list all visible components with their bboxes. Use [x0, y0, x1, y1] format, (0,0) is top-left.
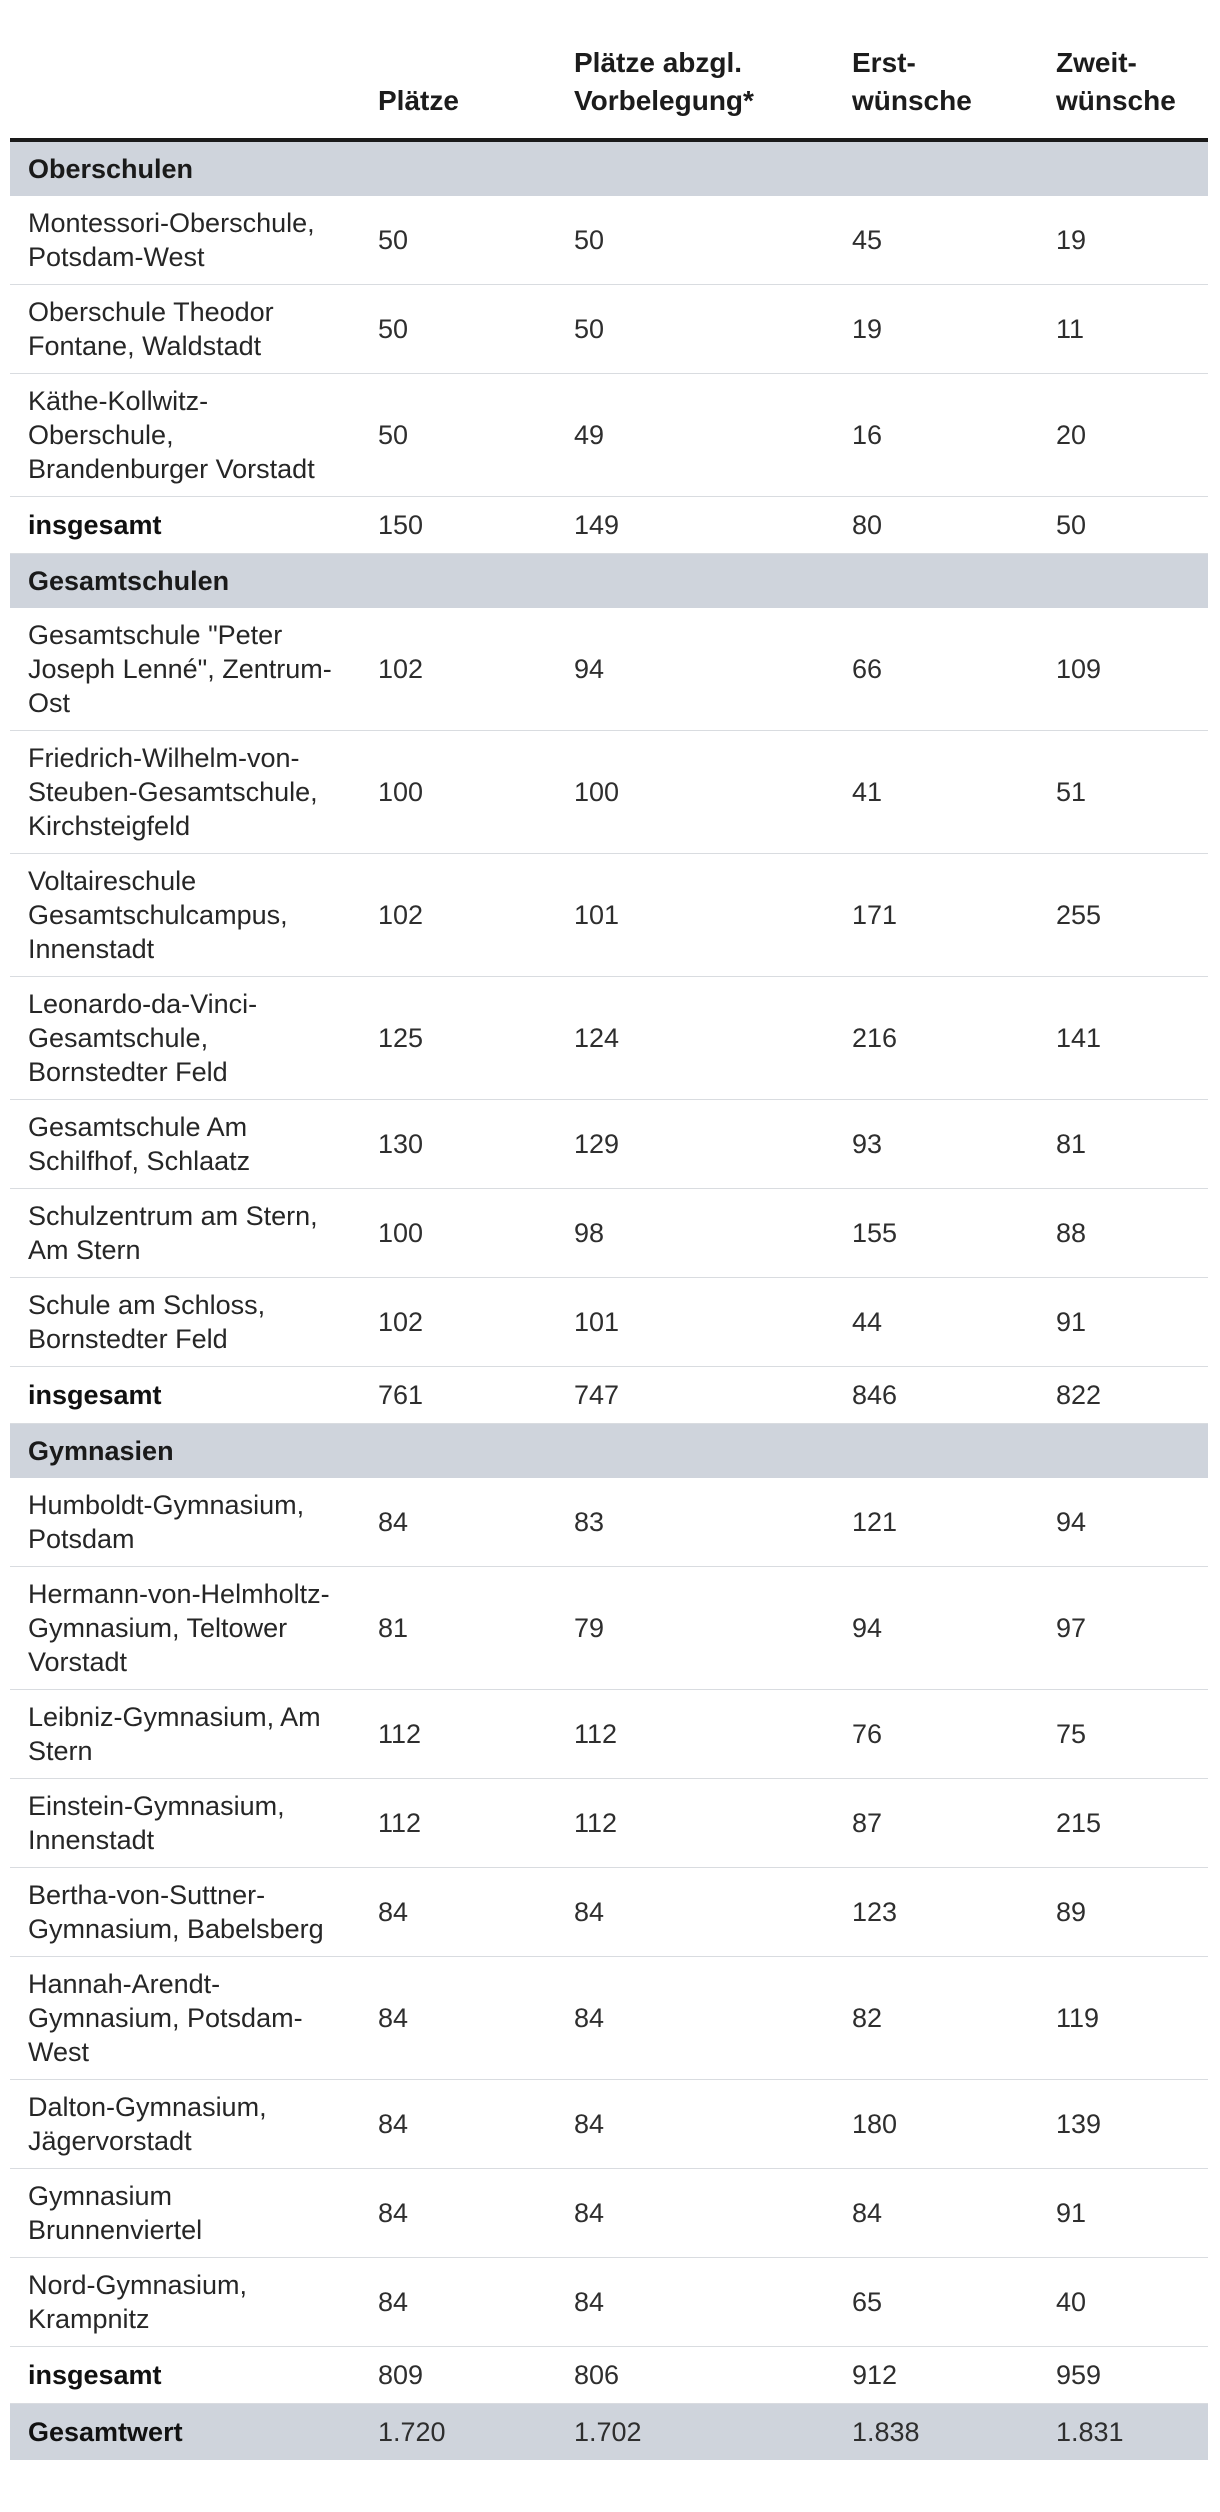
cell-abzgl: 84: [556, 2169, 834, 2258]
table-row: [10, 1690, 1208, 1779]
cell-erst: 66: [834, 608, 1038, 731]
total-label: insgesamt: [10, 1367, 360, 1424]
header-erstwuensche: Erst- wünsche: [834, 0, 1038, 140]
cell-erst: 94: [834, 1567, 1038, 1690]
school-name: Bertha-von-Suttner-Gymnasium, Babelsberg: [10, 1868, 360, 1957]
grand-total-zweit: 1.831: [1038, 2404, 1208, 2461]
cell-zweit: 139: [1038, 2080, 1208, 2169]
header-zweitwuensche: Zweit- wünsche: [1038, 0, 1208, 140]
cell-abzgl: 84: [556, 1957, 834, 2080]
cell-abzgl: 84: [556, 1868, 834, 1957]
cell-erst: 76: [834, 1690, 1038, 1779]
cell-zweit: 40: [1038, 2258, 1208, 2347]
cell-plaetze: 102: [360, 608, 556, 731]
grand-total-label: Gesamtwert: [10, 2404, 360, 2461]
header-school: [10, 0, 360, 140]
cell-zweit: 94: [1038, 1478, 1208, 1567]
cell-plaetze: 112: [360, 1779, 556, 1868]
total-plaetze: 809: [360, 2347, 556, 2404]
cell-zweit: 81: [1038, 1100, 1208, 1189]
table-row: [10, 2080, 1208, 2169]
table-row: [10, 285, 1208, 374]
table-row: [10, 2169, 1208, 2258]
school-name: Hannah-Arendt-Gymnasium, Potsdam-West: [10, 1957, 360, 2080]
cell-abzgl: 100: [556, 731, 834, 854]
cell-zweit: 255: [1038, 854, 1208, 977]
cell-abzgl: 84: [556, 2080, 834, 2169]
cell-plaetze: 50: [360, 196, 556, 285]
cell-abzgl: 124: [556, 977, 834, 1100]
cell-erst: 65: [834, 2258, 1038, 2347]
cell-abzgl: 94: [556, 608, 834, 731]
school-name: Hermann-von-Helmholtz-Gymnasium, Teltower Vorstadt: [10, 1567, 360, 1690]
cell-plaetze: 100: [360, 1189, 556, 1278]
total-label: insgesamt: [10, 497, 360, 554]
total-zweit: 822: [1038, 1367, 1208, 1424]
cell-plaetze: 125: [360, 977, 556, 1100]
cell-zweit: 19: [1038, 196, 1208, 285]
cell-plaetze: 112: [360, 1690, 556, 1779]
group-row-gymnasien: [10, 1424, 1208, 1479]
cell-plaetze: 84: [360, 1957, 556, 2080]
total-row-gesamtschulen: [10, 1367, 1208, 1424]
group-label: Oberschulen: [10, 140, 1208, 196]
table-row: [10, 731, 1208, 854]
cell-plaetze: 84: [360, 2258, 556, 2347]
cell-plaetze: 84: [360, 1868, 556, 1957]
cell-plaetze: 84: [360, 1478, 556, 1567]
header-plaetze: Plätze: [360, 0, 556, 140]
group-row-gesamtschulen: [10, 554, 1208, 609]
cell-erst: 180: [834, 2080, 1038, 2169]
table-row: [10, 196, 1208, 285]
cell-abzgl: 79: [556, 1567, 834, 1690]
cell-erst: 41: [834, 731, 1038, 854]
school-name: Käthe-Kollwitz-Oberschule, Brandenburger Vorstadt: [10, 374, 360, 497]
total-abzgl: 149: [556, 497, 834, 554]
cell-abzgl: 49: [556, 374, 834, 497]
school-name: Gesamtschule "Peter Joseph Lenné", Zentrum-Ost: [10, 608, 360, 731]
cell-erst: 82: [834, 1957, 1038, 2080]
cell-abzgl: 129: [556, 1100, 834, 1189]
cell-abzgl: 101: [556, 854, 834, 977]
grand-total-abzgl: 1.702: [556, 2404, 834, 2461]
cell-erst: 123: [834, 1868, 1038, 1957]
cell-plaetze: 50: [360, 285, 556, 374]
table-row: [10, 854, 1208, 977]
cell-plaetze: 81: [360, 1567, 556, 1690]
school-name: Oberschule Theodor Fontane, Waldstadt: [10, 285, 360, 374]
cell-erst: 87: [834, 1779, 1038, 1868]
cell-abzgl: 98: [556, 1189, 834, 1278]
group-label: Gymnasien: [10, 1424, 1208, 1479]
grand-total-erst: 1.838: [834, 2404, 1038, 2461]
cell-plaetze: 84: [360, 2169, 556, 2258]
table-row: [10, 1278, 1208, 1367]
cell-zweit: 141: [1038, 977, 1208, 1100]
school-name: Friedrich-Wilhelm-von-Steuben-Gesamtschule, Kirchsteigfeld: [10, 731, 360, 854]
table-row: [10, 1189, 1208, 1278]
table-row: [10, 608, 1208, 731]
group-row-oberschulen: [10, 140, 1208, 196]
school-name: Einstein-Gymnasium, Innenstadt: [10, 1779, 360, 1868]
cell-zweit: 51: [1038, 731, 1208, 854]
cell-zweit: 88: [1038, 1189, 1208, 1278]
cell-zweit: 20: [1038, 374, 1208, 497]
school-places-table-container: [10, 0, 1218, 2460]
cell-zweit: 91: [1038, 1278, 1208, 1367]
cell-zweit: 215: [1038, 1779, 1208, 1868]
table-body: [10, 140, 1208, 2460]
group-label: Gesamtschulen: [10, 554, 1208, 609]
cell-abzgl: 50: [556, 285, 834, 374]
table-row: [10, 1100, 1208, 1189]
school-name: Humboldt-Gymnasium, Potsdam: [10, 1478, 360, 1567]
cell-plaetze: 130: [360, 1100, 556, 1189]
cell-erst: 93: [834, 1100, 1038, 1189]
school-name: Dalton-Gymnasium, Jägervorstadt: [10, 2080, 360, 2169]
cell-zweit: 119: [1038, 1957, 1208, 2080]
table-row: [10, 1478, 1208, 1567]
total-abzgl: 806: [556, 2347, 834, 2404]
cell-plaetze: 84: [360, 2080, 556, 2169]
school-name: Leonardo-da-Vinci-Gesamtschule, Bornstedter Feld: [10, 977, 360, 1100]
total-plaetze: 761: [360, 1367, 556, 1424]
cell-zweit: 89: [1038, 1868, 1208, 1957]
table-row: [10, 2258, 1208, 2347]
header-plaetze-abzgl: Plätze abzgl. Vorbelegung*: [556, 0, 834, 140]
cell-erst: 171: [834, 854, 1038, 977]
school-name: Leibniz-Gymnasium, Am Stern: [10, 1690, 360, 1779]
table-row: [10, 977, 1208, 1100]
cell-abzgl: 83: [556, 1478, 834, 1567]
table-row: [10, 1957, 1208, 2080]
cell-zweit: 91: [1038, 2169, 1208, 2258]
cell-plaetze: 102: [360, 854, 556, 977]
total-row-gymnasien: [10, 2347, 1208, 2404]
school-name: Nord-Gymnasium, Krampnitz: [10, 2258, 360, 2347]
total-row-oberschulen: [10, 497, 1208, 554]
school-name: Schulzentrum am Stern, Am Stern: [10, 1189, 360, 1278]
cell-erst: 16: [834, 374, 1038, 497]
cell-erst: 44: [834, 1278, 1038, 1367]
school-places-table: [10, 0, 1208, 2460]
cell-abzgl: 84: [556, 2258, 834, 2347]
cell-erst: 19: [834, 285, 1038, 374]
cell-zweit: 97: [1038, 1567, 1208, 1690]
table-row: [10, 1868, 1208, 1957]
cell-erst: 45: [834, 196, 1038, 285]
cell-zweit: 109: [1038, 608, 1208, 731]
table-row: [10, 374, 1208, 497]
grand-total-plaetze: 1.720: [360, 2404, 556, 2461]
grand-total-row: [10, 2404, 1208, 2461]
table-row: [10, 1567, 1208, 1690]
total-erst: 912: [834, 2347, 1038, 2404]
school-name: Gesamtschule Am Schilfhof, Schlaatz: [10, 1100, 360, 1189]
total-zweit: 50: [1038, 497, 1208, 554]
cell-erst: 155: [834, 1189, 1038, 1278]
cell-abzgl: 112: [556, 1779, 834, 1868]
cell-erst: 121: [834, 1478, 1038, 1567]
total-erst: 80: [834, 497, 1038, 554]
cell-erst: 84: [834, 2169, 1038, 2258]
cell-plaetze: 100: [360, 731, 556, 854]
cell-zweit: 11: [1038, 285, 1208, 374]
total-plaetze: 150: [360, 497, 556, 554]
school-name: Montessori-Oberschule, Potsdam-West: [10, 196, 360, 285]
cell-erst: 216: [834, 977, 1038, 1100]
total-label: insgesamt: [10, 2347, 360, 2404]
total-zweit: 959: [1038, 2347, 1208, 2404]
total-erst: 846: [834, 1367, 1038, 1424]
school-name: Voltaireschule Gesamtschulcampus, Innenstadt: [10, 854, 360, 977]
cell-plaetze: 102: [360, 1278, 556, 1367]
school-name: Gymnasium Brunnenviertel: [10, 2169, 360, 2258]
total-abzgl: 747: [556, 1367, 834, 1424]
table-header: [10, 0, 1208, 140]
cell-abzgl: 101: [556, 1278, 834, 1367]
table-row: [10, 1779, 1208, 1868]
school-name: Schule am Schloss, Bornstedter Feld: [10, 1278, 360, 1367]
cell-abzgl: 50: [556, 196, 834, 285]
cell-abzgl: 112: [556, 1690, 834, 1779]
cell-zweit: 75: [1038, 1690, 1208, 1779]
cell-plaetze: 50: [360, 374, 556, 497]
